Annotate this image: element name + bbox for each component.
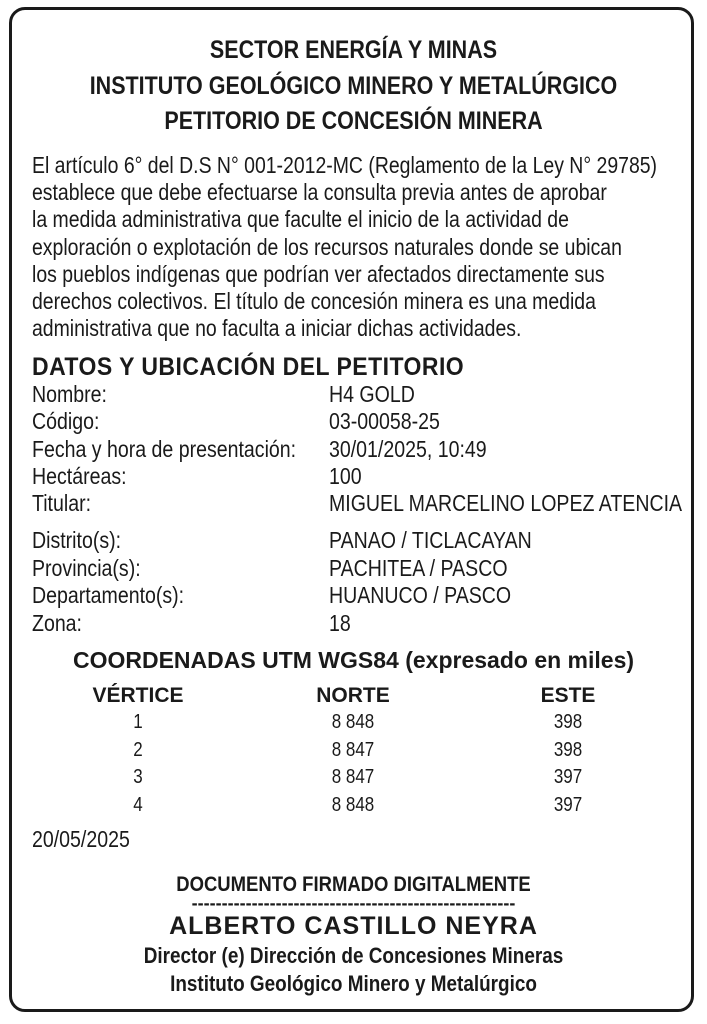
signature-divider: ------------------------------------------------------	[191, 893, 516, 913]
field-value: HUANUCO / PASCO	[329, 582, 512, 608]
field-value: 100	[329, 463, 362, 489]
field-label: Nombre:	[32, 381, 107, 407]
field-value: 30/01/2025, 10:49	[329, 436, 487, 462]
field-label: Hectáreas:	[32, 463, 127, 489]
section-title: DATOS Y UBICACIÓN DEL PETITORIO	[32, 353, 465, 381]
field-label: Provincia(s):	[32, 555, 141, 581]
table-header-vertice: VÉRTICE	[92, 684, 184, 707]
signatory-institution: Instituto Geológico Minero y Metalúrgico	[170, 971, 537, 996]
intro-line: los pueblos indígenas que podrían ver afectados directamente sus	[32, 260, 605, 287]
header-sector: SECTOR ENERGÍA Y MINAS	[209, 36, 498, 64]
header-institute: INSTITUTO GEOLÓGICO MINERO Y METALÚRGICO	[89, 72, 618, 100]
intro-line: exploración o explotación de los recursos naturales donde se ubican	[32, 233, 622, 260]
intro-line: administrativa que no faculta a iniciar dichas actividades.	[32, 315, 522, 342]
table-cell-este: 398	[553, 711, 583, 733]
table-cell-norte: 8 848	[331, 794, 375, 816]
field-label: Distrito(s):	[32, 527, 122, 553]
table-cell-vertice: 4	[133, 794, 143, 816]
table-cell-este: 398	[553, 739, 583, 761]
field-value: 18	[329, 610, 351, 636]
document-date: 20/05/2025	[32, 826, 130, 852]
field-value: H4 GOLD	[329, 381, 415, 407]
table-cell-norte: 8 847	[331, 739, 375, 761]
intro-paragraph	[32, 152, 674, 342]
field-value: PANAO / TICLACAYAN	[329, 527, 532, 553]
table-cell-este: 397	[553, 794, 583, 816]
table-cell-vertice: 3	[133, 766, 143, 788]
field-value: PACHITEA / PASCO	[329, 555, 508, 581]
table-header-este: ESTE	[540, 684, 596, 707]
digitally-signed-label: DOCUMENTO FIRMADO DIGITALMENTE	[176, 873, 531, 896]
table-header-norte: NORTE	[316, 684, 390, 707]
table-cell-norte: 8 848	[331, 711, 375, 733]
intro-line: establece que debe efectuarse la consulta previa antes de aprobar	[32, 179, 607, 206]
table-cell-norte: 8 847	[331, 766, 375, 788]
field-label: Zona:	[32, 610, 83, 636]
field-value: 03-00058-25	[329, 408, 440, 434]
header-petition-title: PETITORIO DE CONCESIÓN MINERA	[164, 107, 543, 135]
intro-line: El artículo 6° del D.S N° 001-2012-MC (Reglamento de la Ley N° 29785)	[32, 152, 658, 178]
intro-line: la medida administrativa que faculte el inicio de la actividad de	[32, 206, 569, 233]
table-cell-vertice: 1	[133, 711, 143, 733]
signatory-name: ALBERTO CASTILLO NEYRA	[169, 912, 538, 940]
signatory-role: Director (e) Dirección de Concesiones Mineras	[143, 943, 564, 968]
coordinates-title: COORDENADAS UTM WGS84 (expresado en miles)	[72, 647, 635, 673]
table-cell-vertice: 2	[133, 739, 143, 761]
table-cell-este: 397	[553, 766, 583, 788]
field-value: MIGUEL MARCELINO LOPEZ ATENCIA	[329, 490, 683, 516]
field-label: Departamento(s):	[32, 582, 185, 608]
field-label: Código:	[32, 408, 100, 434]
field-label: Titular:	[32, 490, 92, 516]
intro-line: derechos colectivos. El título de concesión minera es una medida	[32, 288, 596, 315]
field-label: Fecha y hora de presentación:	[32, 436, 297, 462]
